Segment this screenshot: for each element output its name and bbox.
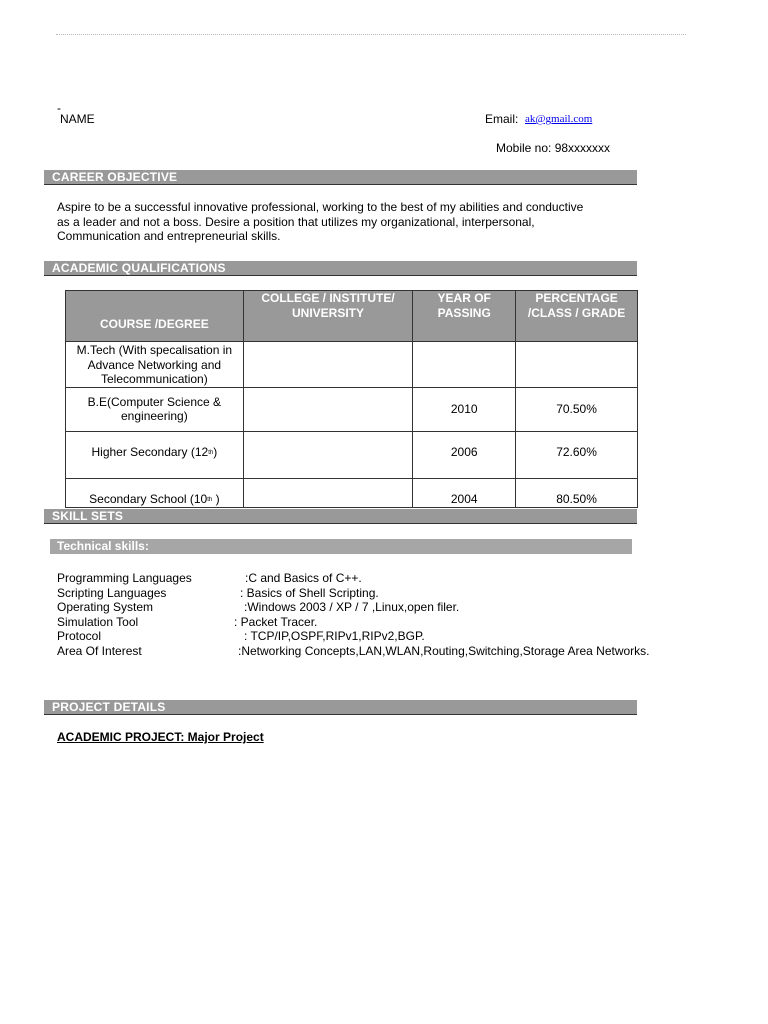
cell-course: B.E(Computer Science & engineering) bbox=[66, 387, 244, 431]
section-title: ACADEMIC QUALIFICATIONS bbox=[52, 261, 226, 275]
skill-value: :C and Basics of C++. bbox=[245, 571, 362, 585]
name-dash: - bbox=[57, 101, 61, 115]
section-title: CAREER OBJECTIVE bbox=[52, 170, 178, 184]
course-text-end: ) bbox=[212, 492, 220, 506]
section-project-details bbox=[44, 700, 637, 715]
table-row bbox=[66, 431, 638, 478]
skill-key: Simulation Tool bbox=[57, 614, 139, 629]
cell-grade bbox=[516, 342, 638, 388]
cell-grade: 80.50% bbox=[516, 478, 638, 507]
table-header-row bbox=[66, 291, 638, 342]
course-superscript: th bbox=[207, 497, 213, 503]
cell-course bbox=[66, 478, 244, 507]
cell-college bbox=[243, 478, 413, 507]
objective-line: Communication and entrepreneurial skills. bbox=[57, 229, 281, 243]
skill-value: : Basics of Shell Scripting. bbox=[240, 585, 379, 600]
course-text-end: ) bbox=[213, 444, 218, 459]
cell-year: 2006 bbox=[413, 431, 516, 478]
skill-key: Programming Languages bbox=[57, 571, 192, 585]
course-text: Secondary School (10 bbox=[89, 492, 208, 506]
cell-course bbox=[66, 431, 244, 478]
course-text: Higher Secondary (12 bbox=[91, 444, 209, 459]
cell-college bbox=[243, 342, 413, 388]
skill-row bbox=[57, 629, 697, 644]
section-skill-sets bbox=[44, 509, 637, 524]
cell-course: M.Tech (With specalisation in Advance Networking and Telecommunication) bbox=[66, 342, 244, 388]
email-label: Email: bbox=[485, 112, 519, 126]
cell-year: 2010 bbox=[413, 387, 516, 431]
email-link[interactable]: ak@gmail.com bbox=[525, 113, 593, 125]
skills-list bbox=[57, 571, 697, 658]
objective-line: as a leader and not a boss. Desire a position that utilizes my organizational, interpersonal, bbox=[57, 214, 535, 229]
skill-value: : TCP/IP,OSPF,RIPv1,RIPv2,BGP. bbox=[244, 629, 425, 643]
subsection-title: Technical skills: bbox=[57, 539, 149, 553]
skill-value: :Windows 2003 / XP / 7 ,Linux,open filer. bbox=[244, 600, 460, 614]
skill-key: Protocol bbox=[57, 629, 102, 643]
cell-year bbox=[413, 342, 516, 388]
top-dotted-rule bbox=[56, 34, 686, 35]
objective-line: Aspire to be a successful innovative professional, working to the best of my abilities and conductive bbox=[57, 200, 584, 214]
subsection-technical-skills bbox=[50, 539, 632, 554]
table-row bbox=[66, 478, 638, 507]
skill-row bbox=[57, 600, 697, 615]
candidate-name: NAME bbox=[60, 112, 95, 126]
skill-row bbox=[57, 615, 697, 630]
column-header-year: YEAR OF PASSING bbox=[413, 291, 516, 342]
skill-value: :Networking Concepts,LAN,WLAN,Routing,Switching,Storage Area Networks. bbox=[238, 643, 650, 658]
academic-table bbox=[65, 290, 638, 508]
column-header-grade: PERCENTAGE /CLASS / GRADE bbox=[516, 291, 638, 342]
cell-college bbox=[243, 387, 413, 431]
cell-year: 2004 bbox=[413, 478, 516, 507]
skill-row bbox=[57, 586, 697, 601]
column-header-college: COLLEGE / INSTITUTE/ UNIVERSITY bbox=[243, 291, 413, 342]
table-row bbox=[66, 342, 638, 388]
course-superscript: th bbox=[208, 449, 214, 456]
cell-grade: 72.60% bbox=[516, 431, 638, 478]
objective-text bbox=[57, 200, 617, 244]
cell-college bbox=[243, 431, 413, 478]
column-header-course: COURSE /DEGREE bbox=[66, 291, 244, 342]
section-academic-qualifications bbox=[44, 261, 637, 276]
skill-key: Operating System bbox=[57, 600, 154, 614]
section-career-objective bbox=[44, 170, 637, 185]
skill-value: : Packet Tracer. bbox=[234, 614, 318, 629]
skill-row bbox=[57, 571, 697, 586]
table-row bbox=[66, 387, 638, 431]
section-title: PROJECT DETAILS bbox=[52, 700, 166, 714]
mobile-number: Mobile no: 98xxxxxxx bbox=[496, 141, 611, 155]
skill-key: Area Of Interest bbox=[57, 643, 142, 658]
cell-grade: 70.50% bbox=[516, 387, 638, 431]
academic-project-title: ACADEMIC PROJECT: Major Project bbox=[57, 730, 264, 744]
skill-key: Scripting Languages bbox=[57, 585, 167, 600]
skill-row bbox=[57, 644, 697, 659]
section-title: SKILL SETS bbox=[52, 509, 124, 523]
